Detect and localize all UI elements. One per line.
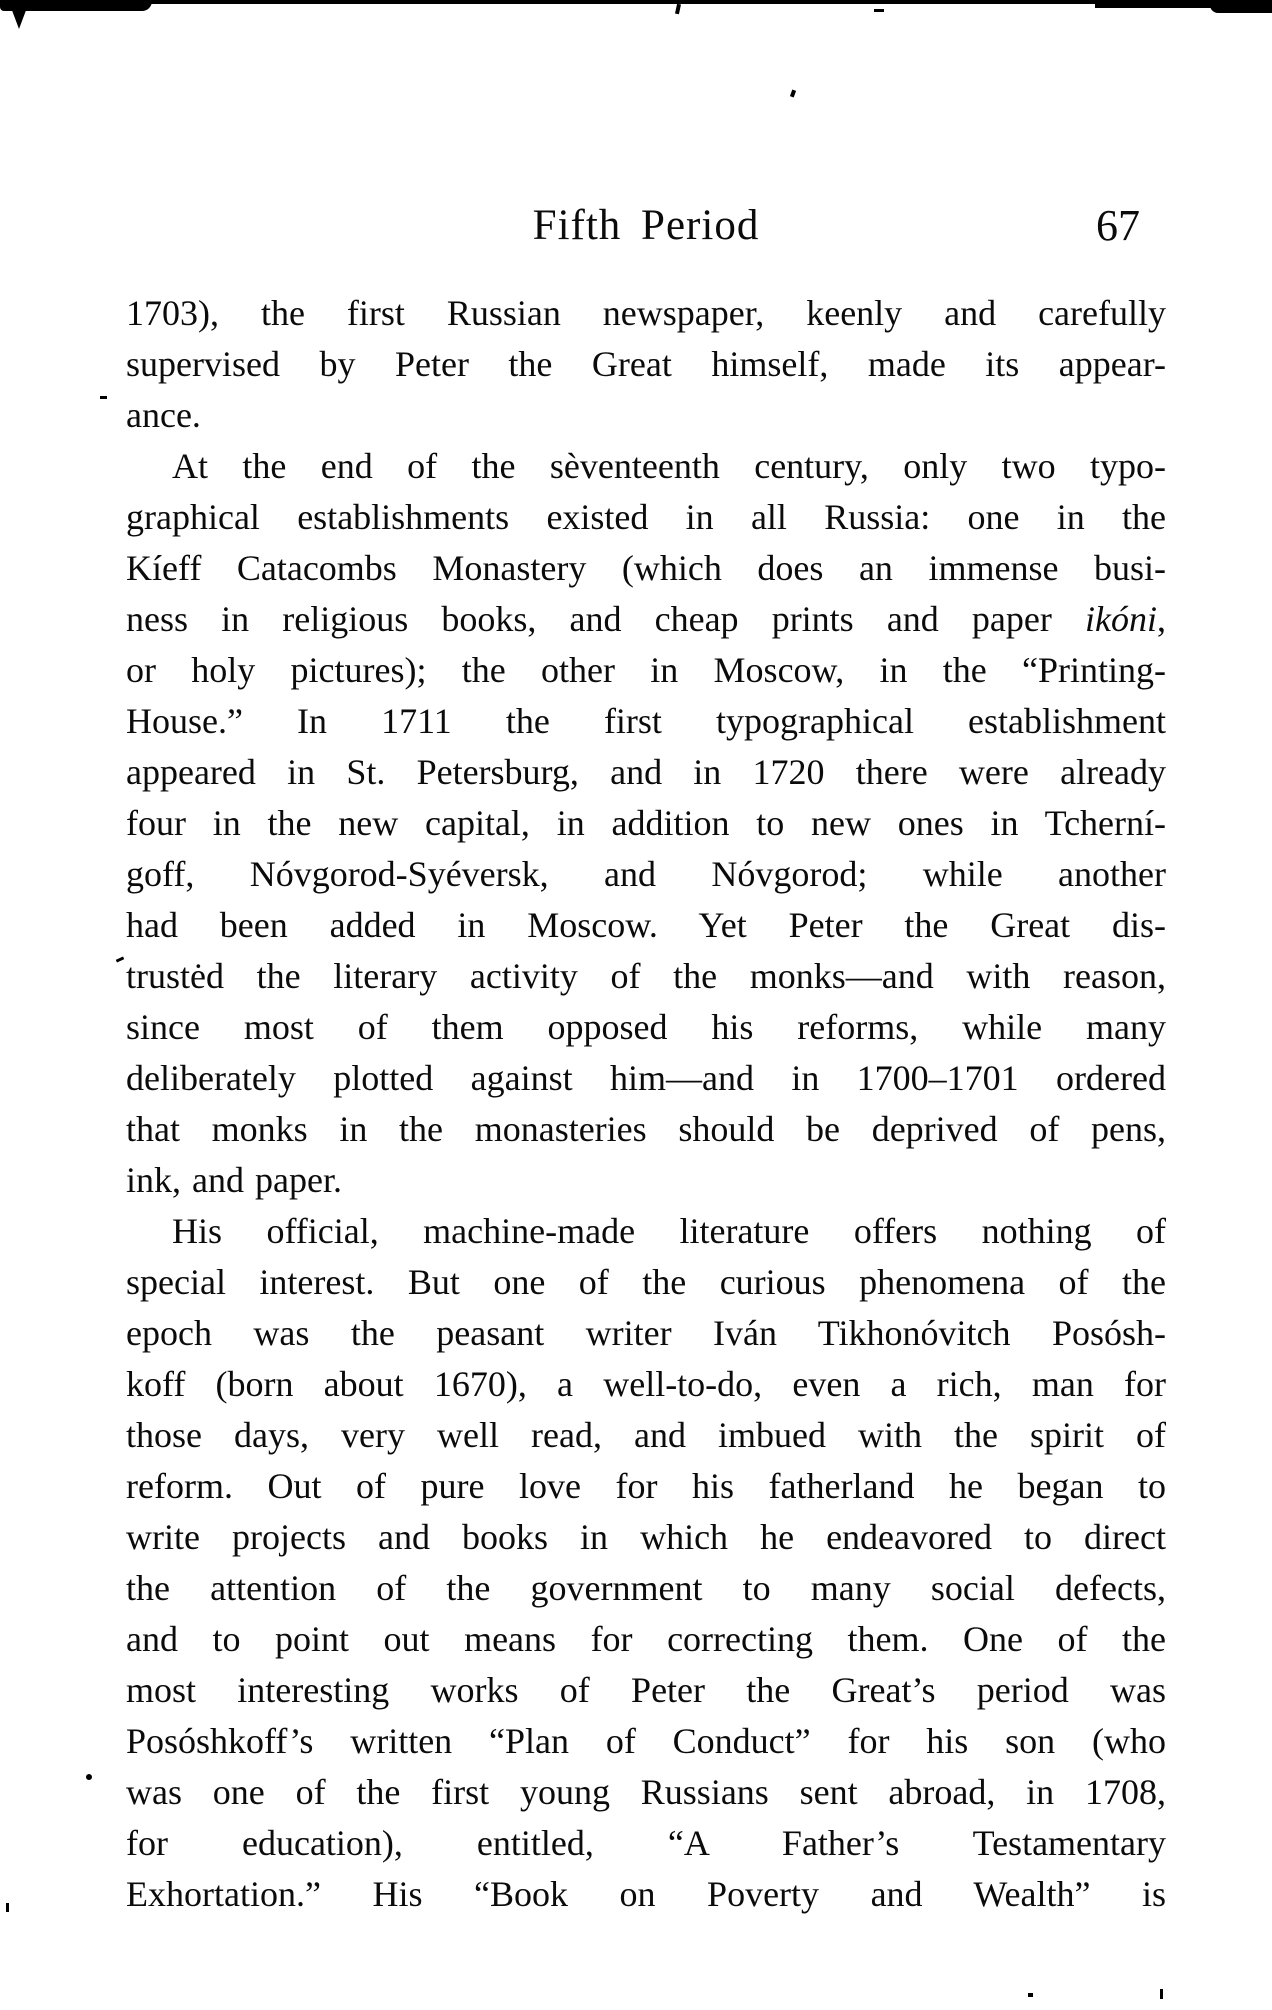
scan-artifact-left-spike xyxy=(10,5,28,29)
page-header xyxy=(126,198,1166,260)
running-title: Fifth Period xyxy=(532,202,760,249)
text-block xyxy=(126,288,1166,1920)
text-line: the attention of the government to many social defects, xyxy=(126,1568,1166,1608)
scan-speck xyxy=(1160,1989,1163,1999)
scan-speck xyxy=(100,396,107,399)
text-line: ink, and paper. xyxy=(126,1160,342,1200)
text-line: and to point out means for correcting them. One of the xyxy=(126,1619,1166,1659)
text-line: His official, machine-made literature offers nothing of xyxy=(172,1211,1166,1251)
text-line: for education), entitled, “A Father’s Testamentary xyxy=(126,1823,1166,1863)
text-line: goff, Nóvgorod-Syéversk, and Nóvgorod; while another xyxy=(126,854,1166,894)
text-line: ance. xyxy=(126,395,201,435)
text-line: epoch was the peasant writer Iván Tikhonóvitch Posósh- xyxy=(126,1313,1166,1353)
text-line: Exhortation.” His “Book on Poverty and Wealth” is xyxy=(126,1874,1166,1914)
text-line: graphical establishments existed in all Russia: one in the xyxy=(126,497,1166,537)
scan-speck xyxy=(116,956,125,962)
text-line: appeared in St. Petersburg, and in 1720 there were already xyxy=(126,752,1166,792)
text-line: koff (born about 1670), a well-to-do, even a rich, man for xyxy=(126,1364,1166,1404)
scan-speck xyxy=(86,1774,92,1780)
text-line: most interesting works of Peter the Great’s period was xyxy=(126,1670,1166,1710)
text-line: supervised by Peter the Great himself, made its appear- xyxy=(126,344,1166,384)
text-line: write projects and books in which he endeavored to direct xyxy=(126,1517,1166,1557)
text-line: or holy pictures); the other in Moscow, in the “Printing- xyxy=(126,650,1166,690)
text-line: Kíeff Catacombs Monastery (which does an immense busi- xyxy=(126,548,1166,588)
text-line: that monks in the monasteries should be deprived of pens, xyxy=(126,1109,1166,1149)
text-line: At the end of the sèventeenth century, only two typo- xyxy=(172,446,1166,486)
scan-artifact-top-edge xyxy=(0,0,1272,4)
scan-artifact-top-right-corner xyxy=(1210,0,1272,13)
text-line: House.” In 1711 the first typographical establishment xyxy=(126,701,1166,741)
text-line: four in the new capital, in addition to new ones in Tcherní- xyxy=(126,803,1166,843)
text-line: reform. Out of pure love for his fatherland he began to xyxy=(126,1466,1166,1506)
scan-speck xyxy=(675,4,681,15)
text-line: deliberately plotted against him—and in 1700–1701 ordered xyxy=(126,1058,1166,1098)
scan-speck xyxy=(6,1903,9,1912)
text-line: those days, very well read, and imbued with the spirit of xyxy=(126,1415,1166,1455)
text-line: special interest. But one of the curious phenomena of the xyxy=(126,1262,1166,1302)
text-line: trustėd the literary activity of the monks—and with reason, xyxy=(126,956,1166,996)
scan-speck xyxy=(1028,1993,1033,1997)
text-line: had been added in Moscow. Yet Peter the Great dis- xyxy=(126,905,1166,945)
text-line: Posóshkoff’s written “Plan of Conduct” for his son (who xyxy=(126,1721,1166,1761)
page-number: 67 xyxy=(1096,201,1140,250)
text-line: was one of the first young Russians sent abroad, in 1708, xyxy=(126,1772,1166,1812)
text-line: 1703), the first Russian newspaper, keenly and carefully xyxy=(126,293,1166,333)
text-line: since most of them opposed his reforms, while many xyxy=(126,1007,1166,1047)
scan-speck xyxy=(790,90,796,98)
text-line: ness in religious books, and cheap prints and paper ikóni, xyxy=(126,599,1166,639)
scan-speck xyxy=(874,9,884,12)
